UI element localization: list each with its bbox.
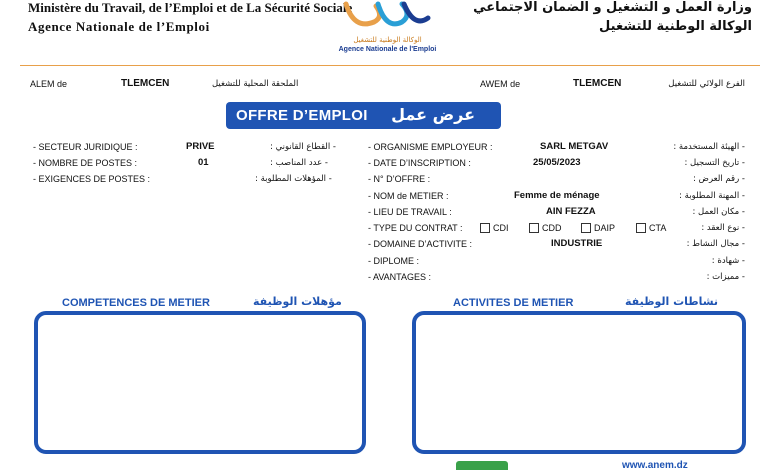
activity-domain-value: INDUSTRIE [551,238,603,249]
workplace-label-ar: - مكان العمل : [692,207,745,217]
contract-cdd-checkbox[interactable] [529,223,539,233]
employer-value: SARL METGAV [540,141,609,152]
registration-date-label: - DATE D’INSCRIPTION : [368,158,471,168]
footer-website-link[interactable]: www.anem.dz [622,460,688,470]
diploma-label-ar: - شهادة : [711,256,745,266]
contract-daip-checkbox[interactable] [581,223,591,233]
competences-title-ar: مؤهلات الوظيفة [253,295,342,308]
footer-badge [456,461,508,470]
ministry-name-ar: وزارة العمل و التشغيل و الضمان الاجتماعي [473,0,752,15]
agency-name-fr: Agence Nationale de l’Emploi [28,19,210,34]
contract-cdi-label: CDI [493,223,509,233]
offer-number-label-ar: - رقم العرض : [693,174,745,184]
contract-cdi-checkbox[interactable] [480,223,490,233]
registration-date-value: 25/05/2023 [533,157,581,168]
registration-date-label-ar: - تاريخ التسجيل : [684,158,745,168]
positions-label-ar: - عدد المناصب : [270,158,328,168]
alem-value: TLEMCEN [121,78,170,89]
competences-box[interactable] [34,311,366,454]
activites-box[interactable] [412,311,746,454]
contract-type-label: - TYPE DU CONTRAT : [368,223,463,233]
agency-name-ar: الوكالة الوطنية للتشغيل [599,19,752,34]
contract-type-label-ar: - نوع العقد : [701,223,745,233]
positions-label: - NOMBRE DE POSTES : [33,158,138,168]
benefits-label-ar: - مميزات : [706,272,745,282]
contract-cta-checkbox[interactable] [636,223,646,233]
positions-value: 01 [198,157,209,168]
requirements-label-ar: - المؤهلات المطلوبة : [255,174,332,184]
job-title-label: - NOM de METIER : [368,191,449,201]
employer-label: - ORGANISME EMPLOYEUR : [368,142,493,152]
contract-daip-label: DAIP [594,223,616,233]
offer-title-fr: OFFRE D’EMPLOI [236,107,368,124]
awem-label: AWEM de [480,79,521,89]
sector-value: PRIVE [186,141,215,152]
logo-caption-fr: Agence Nationale de l'Emploi [338,46,437,53]
competences-title-fr: COMPETENCES DE METIER [62,297,210,309]
alem-label: ALEM de [30,79,68,89]
activity-domain-label: - DOMAINE D’ACTIVITE : [368,239,473,249]
contract-cta-label: CTA [649,223,667,233]
requirements-label: - EXIGENCES DE POSTES : [33,174,151,184]
offer-title-banner [226,102,501,129]
diploma-label: - DIPLOME : [368,256,420,266]
job-title-value: Femme de ménage [514,190,600,201]
alem-label-ar: الملحقة المحلية للتشغيل [212,79,299,89]
awem-label-ar: الفرع الولائي للتشغيل [668,79,745,89]
activites-title-fr: ACTIVITES DE METIER [453,297,574,309]
sector-label: - SECTEUR JURIDIQUE : [33,142,138,152]
header-divider [20,65,760,66]
benefits-label: - AVANTAGES : [368,272,432,282]
ministry-name-fr: Ministère du Travail, de l’Emploi et de La Sécurité Sociale [28,0,353,15]
employer-label-ar: - الهيئة المستخدمة : [673,142,745,152]
awem-value: TLEMCEN [573,78,622,89]
contract-cdd-label: CDD [542,223,562,233]
offer-number-label: - N° D’OFFRE : [368,174,431,184]
activity-domain-label-ar: - مجال النشاط : [686,239,745,249]
sector-label-ar: - القطاع القانوني : [270,142,336,152]
job-title-label-ar: - المهنة المطلوبة : [679,191,745,201]
workplace-value: AIN FEZZA [546,206,596,217]
offer-title-ar: عرض عمل [391,105,475,124]
activites-title-ar: نشاطات الوظيفة [625,295,719,308]
logo-caption-ar: الوكالة الوطنية للتشغيل [353,36,422,44]
workplace-label: - LIEU DE TRAVAIL : [368,207,452,217]
